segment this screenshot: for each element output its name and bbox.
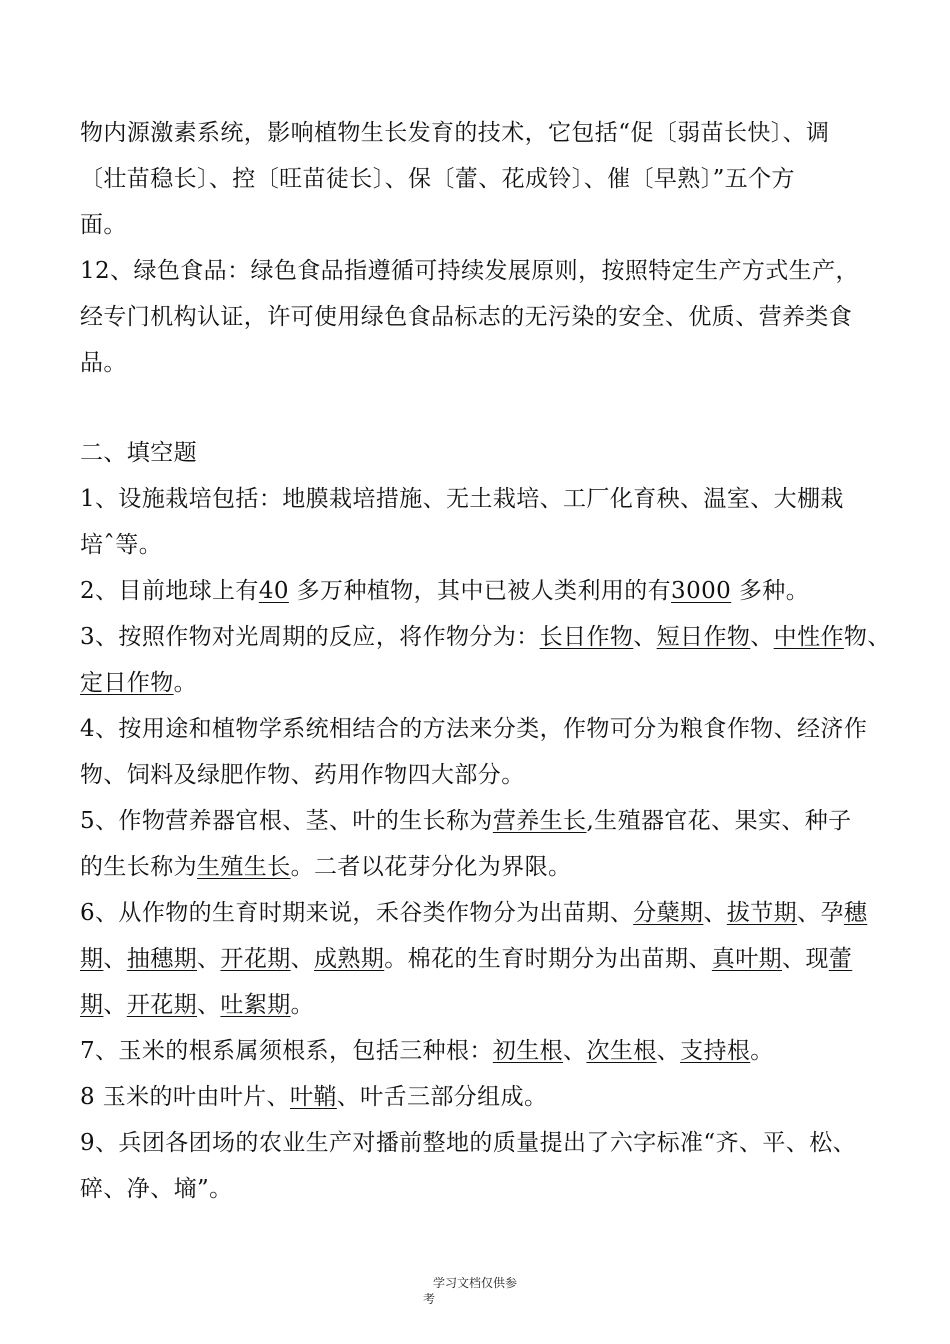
text: 6、从作物的生育时期来说，禾谷类作物分为出苗期、 xyxy=(80,900,634,926)
text: 的生长称为 xyxy=(80,854,197,880)
text: 、 xyxy=(633,624,657,650)
text: 8 玉米的叶由叶片、 xyxy=(80,1084,290,1110)
text: 5、作物营养器官根、茎、叶的生长称为 xyxy=(80,808,493,834)
answer-blank: 蕾 xyxy=(828,946,853,972)
question-line: 物、饲料及绿肥作物、药用作物四大部分。 xyxy=(80,762,525,788)
text: 物、 xyxy=(843,624,891,650)
question-line: 碎、净、墒”。 xyxy=(80,1176,233,1202)
text: 。 xyxy=(290,992,315,1018)
answer-blank: 初生根 xyxy=(492,1038,564,1064)
question-line xyxy=(80,990,314,1020)
answer-blank: 次生根 xyxy=(586,1038,657,1064)
answer-blank: 营养生长 xyxy=(492,808,587,834)
answer-blank: 分蘖期 xyxy=(633,900,704,926)
text: 。 xyxy=(750,1038,774,1064)
answer-blank: 短日作物 xyxy=(656,624,751,650)
footer-line: 考 xyxy=(422,1292,435,1306)
text: 、 xyxy=(290,946,315,972)
answer-blank: 开花期 xyxy=(220,946,291,972)
paragraph-line: 面。 xyxy=(80,212,127,238)
text: 、孕 xyxy=(797,900,844,926)
answer-blank: 定日作物 xyxy=(80,670,174,696)
footer-line: 学习文档仅供参 xyxy=(432,1276,517,1290)
question-line xyxy=(80,944,852,974)
paragraph-line: 12、绿色食品：绿色食品指遵循可持续发展原则，按照特定生产方式生产， xyxy=(80,258,859,284)
answer-blank: 吐絮期 xyxy=(220,992,291,1018)
question-line: 9、兵团各团场的农业生产对播前整地的质量提出了六字标准“齐、平、松、 xyxy=(80,1130,856,1156)
text: 多种。 xyxy=(738,578,810,604)
text: 、 xyxy=(103,992,127,1018)
text: 7、玉米的根系属须根系，包括三种根： xyxy=(80,1038,493,1064)
answer-blank: 成熟期 xyxy=(314,946,385,972)
text: 、叶舌三部分组成。 xyxy=(336,1084,548,1110)
answer-blank: 生殖生长 xyxy=(197,854,291,880)
text: 、 xyxy=(656,1038,681,1064)
answer-blank: 期 xyxy=(80,946,104,972)
answer-blank: 40 xyxy=(258,578,289,604)
paragraph-line: 物内源激素系统，影响植物生长发育的技术，它包括“促〔弱苗长快〕、调 xyxy=(80,120,830,146)
question-line: 1、设施栽培包括：地膜栽培措施、无土栽培、工厂化育秧、温室、大棚栽 xyxy=(80,486,844,512)
answer-blank: 抽穗期 xyxy=(126,946,198,972)
question-line xyxy=(80,1082,547,1112)
text: 、 xyxy=(197,992,221,1018)
text: 多万种植物，其中已被人类利用的有 xyxy=(296,578,672,604)
text: 2、目前地球上有 xyxy=(80,578,259,604)
answer-blank: 支持根 xyxy=(680,1038,751,1064)
text: 。棉花的生育时期分为出苗期、 xyxy=(384,946,712,972)
text: 、 xyxy=(703,900,727,926)
question-line xyxy=(80,668,197,698)
text: ,生殖器官花、果实、种子 xyxy=(586,808,852,834)
question-line xyxy=(80,898,867,928)
paragraph-line: 经专门机构认证，许可使用绿色食品标志的无污染的安全、优质、营养类食 xyxy=(80,304,853,330)
question-line xyxy=(80,806,852,836)
question-line: 培ˆ等。 xyxy=(80,532,163,558)
paragraph-line: 品。 xyxy=(80,350,127,376)
answer-blank: 穗 xyxy=(843,900,868,926)
question-line xyxy=(80,1036,774,1066)
answer-blank: 长日作物 xyxy=(539,624,634,650)
text: 、 xyxy=(563,1038,587,1064)
text: 、 xyxy=(197,946,221,972)
answer-blank: 3000 xyxy=(671,578,732,604)
answer-blank: 中性作 xyxy=(773,624,844,650)
text: 3、按照作物对光周期的反应，将作物分为： xyxy=(80,624,540,650)
text: 。二者以花芽分化为界限。 xyxy=(290,854,572,880)
question-line: 4、按用途和植物学系统相结合的方法来分类，作物可分为粮食作物、经济作 xyxy=(80,716,868,742)
answer-blank: 拔节期 xyxy=(726,900,798,926)
question-line xyxy=(80,576,809,606)
text: 、 xyxy=(750,624,774,650)
question-line xyxy=(80,852,571,882)
text: 。 xyxy=(173,670,198,696)
text: 、 xyxy=(103,946,127,972)
question-line xyxy=(80,622,891,652)
answer-blank: 叶鞘 xyxy=(289,1084,337,1110)
answer-blank: 开花期 xyxy=(126,992,198,1018)
text: 、现 xyxy=(782,946,829,972)
answer-blank: 真叶期 xyxy=(711,946,783,972)
paragraph-line: 〔壮苗稳长〕、控〔旺苗徒长〕、保〔蕾、花成铃〕、催〔早熟〕”五个方 xyxy=(80,166,795,192)
answer-blank: 期 xyxy=(80,992,104,1018)
section-title: 二、填空题 xyxy=(80,440,197,466)
